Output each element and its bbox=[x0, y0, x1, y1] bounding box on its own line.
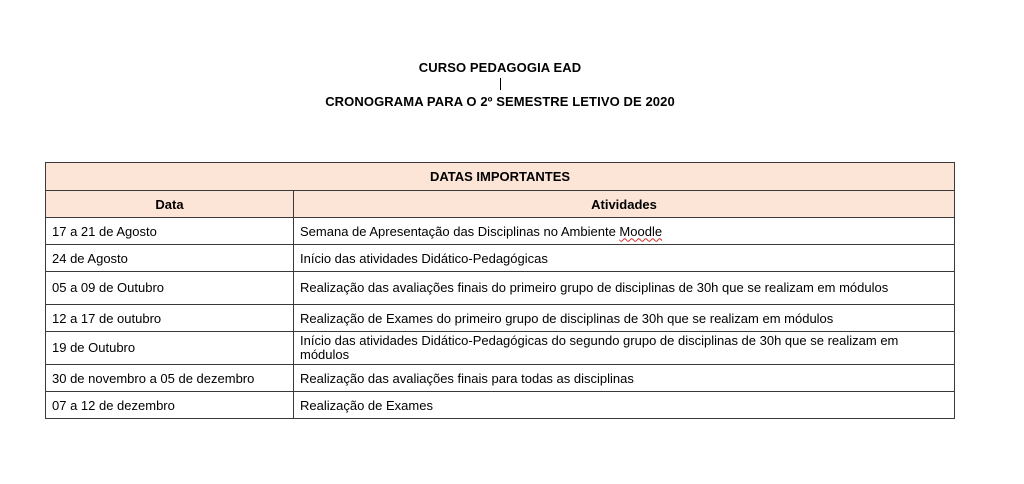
activity-cell: Realização de Exames bbox=[294, 392, 955, 419]
date-cell: 19 de Outubro bbox=[46, 332, 294, 365]
schedule-title: CRONOGRAMA PARA O 2º SEMESTRE LETIVO DE 2020 bbox=[325, 94, 675, 109]
activity-cell: Início das atividades Didático-Pedagógicas bbox=[294, 245, 955, 272]
table-row bbox=[46, 365, 955, 392]
activity-text: Semana de Apresentação das Disciplinas no Ambiente bbox=[300, 223, 620, 239]
date-cell: 17 a 21 de Agosto bbox=[46, 218, 294, 245]
table-row bbox=[46, 332, 955, 365]
activity-cell bbox=[294, 218, 955, 245]
misspelled-word: Moodle bbox=[619, 223, 663, 239]
table-row bbox=[46, 245, 955, 272]
date-cell: 05 a 09 de Outubro bbox=[46, 272, 294, 305]
table-row bbox=[46, 272, 955, 305]
date-cell: 30 de novembro a 05 de dezembro bbox=[46, 365, 294, 392]
course-title: CURSO PEDAGOGIA EAD bbox=[418, 60, 582, 75]
date-cell: 24 de Agosto bbox=[46, 245, 294, 272]
date-cell: 12 a 17 de outubro bbox=[46, 305, 294, 332]
activity-cell: Realização de Exames do primeiro grupo de disciplinas de 30h que se realizam em módulos bbox=[294, 305, 955, 332]
table-row bbox=[46, 392, 955, 419]
schedule-table bbox=[45, 162, 955, 419]
column-header-activities: Atividades bbox=[294, 191, 955, 218]
table-title: DATAS IMPORTANTES bbox=[46, 163, 955, 191]
activity-cell: Realização das avaliações finais do primeiro grupo de disciplinas de 30h que se realizam em módulos bbox=[294, 272, 955, 305]
date-cell: 07 a 12 de dezembro bbox=[46, 392, 294, 419]
activity-cell: Início das atividades Didático-Pedagógicas do segundo grupo de disciplinas de 30h que se realizam em módulos bbox=[294, 332, 955, 365]
text-cursor bbox=[500, 78, 501, 90]
table-row bbox=[46, 218, 955, 245]
activity-cell: Realização das avaliações finais para todas as disciplinas bbox=[294, 365, 955, 392]
column-header-date: Data bbox=[46, 191, 294, 218]
table-row bbox=[46, 305, 955, 332]
